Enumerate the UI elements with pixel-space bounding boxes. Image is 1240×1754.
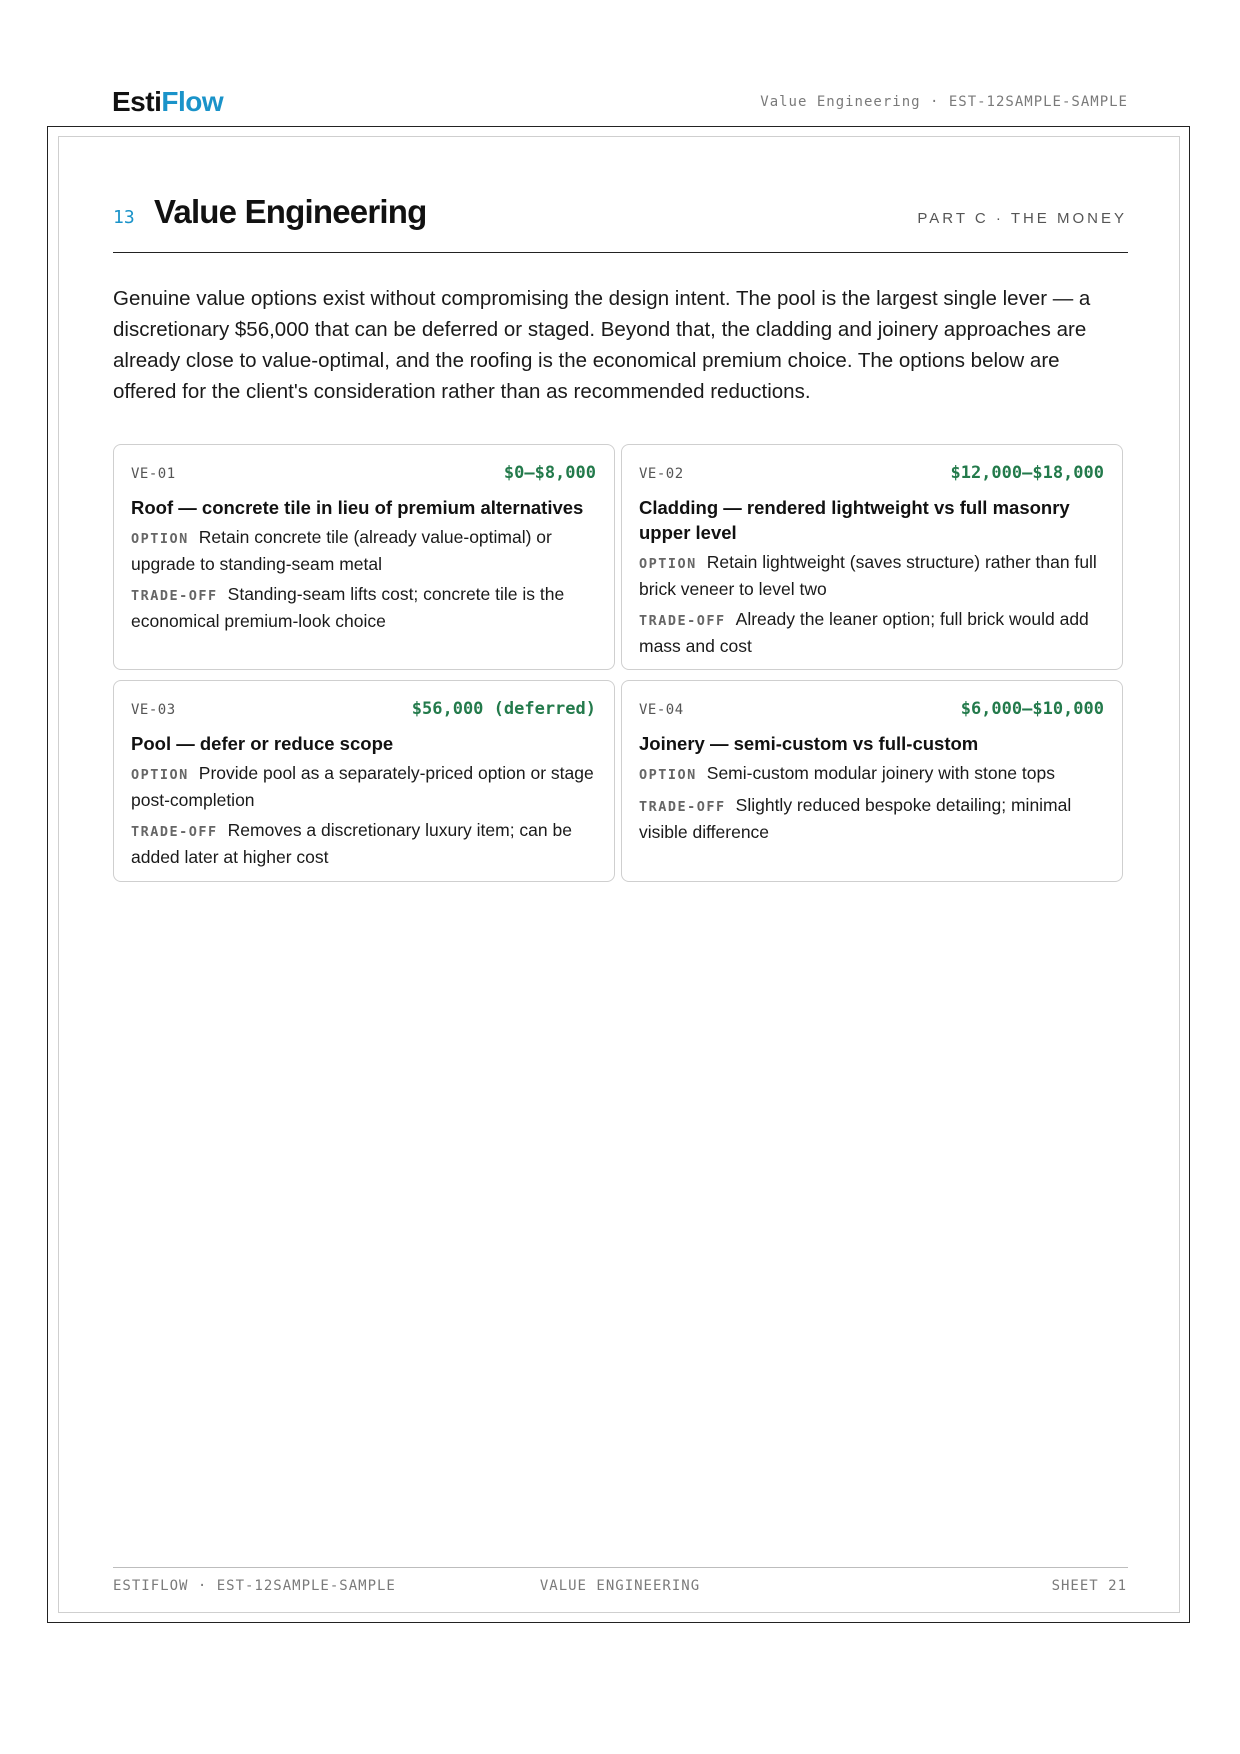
option-text: Semi-custom modular joinery with stone tops bbox=[706, 763, 1055, 783]
tradeoff-text: Slightly reduced bespoke detailing; minimal visible difference bbox=[639, 795, 1072, 842]
card-title: Pool — defer or reduce scope bbox=[131, 733, 394, 754]
card-value: $6,000–$10,000 bbox=[960, 699, 1104, 719]
tradeoff-tag: TRADE-OFF bbox=[131, 588, 218, 604]
ve-card-01 bbox=[113, 444, 615, 670]
tradeoff-text: Standing-seam lifts cost; concrete tile is the economical premium-look choice bbox=[131, 584, 565, 631]
tradeoff-text: Removes a discretionary luxury item; can be added later at higher cost bbox=[131, 820, 572, 867]
card-tradeoff bbox=[639, 793, 1104, 845]
card-option bbox=[639, 761, 1104, 788]
card-id: VE-02 bbox=[639, 466, 684, 482]
ve-card-03 bbox=[113, 680, 615, 882]
footer-center: VALUE ENGINEERING bbox=[539, 1578, 701, 1594]
header-meta: Value Engineering · EST-12SAMPLE-SAMPLE bbox=[760, 94, 1128, 110]
option-tag: OPTION bbox=[131, 531, 189, 547]
card-option bbox=[131, 761, 596, 813]
brand-logo-part1: Esti bbox=[112, 86, 162, 117]
option-tag: OPTION bbox=[639, 556, 697, 572]
option-tag: OPTION bbox=[131, 767, 189, 783]
ve-card-04 bbox=[621, 680, 1123, 882]
section-number: 13 bbox=[113, 207, 135, 228]
tradeoff-tag: TRADE-OFF bbox=[131, 824, 218, 840]
option-tag: OPTION bbox=[639, 767, 697, 783]
ve-card-02 bbox=[621, 444, 1123, 670]
footer-sheet-number: SHEET 21 bbox=[1051, 1578, 1127, 1594]
card-tradeoff bbox=[131, 582, 596, 634]
card-tradeoff bbox=[639, 607, 1104, 659]
card-value: $0–$8,000 bbox=[503, 463, 596, 483]
card-value: $12,000–$18,000 bbox=[950, 463, 1104, 483]
card-id: VE-04 bbox=[639, 702, 684, 718]
footer-divider bbox=[113, 1567, 1128, 1568]
card-title: Joinery — semi-custom vs full-custom bbox=[639, 733, 979, 754]
option-text: Provide pool as a separately-priced option or stage post-completion bbox=[131, 763, 594, 810]
card-option bbox=[639, 550, 1104, 602]
title-divider bbox=[113, 252, 1128, 253]
card-id: VE-03 bbox=[131, 702, 176, 718]
section-part-label: PART C · THE MONEY bbox=[917, 210, 1127, 227]
section-title: Value Engineering bbox=[154, 193, 427, 230]
card-option bbox=[131, 525, 596, 577]
tradeoff-tag: TRADE-OFF bbox=[639, 799, 726, 815]
tradeoff-text: Already the leaner option; full brick would add mass and cost bbox=[639, 609, 1089, 656]
option-text: Retain lightweight (saves structure) rather than full brick veneer to level two bbox=[639, 552, 1097, 599]
card-title: Cladding — rendered lightweight vs full masonry upper level bbox=[639, 497, 1070, 543]
brand-logo bbox=[112, 86, 223, 118]
tradeoff-tag: TRADE-OFF bbox=[639, 613, 726, 629]
card-id: VE-01 bbox=[131, 466, 176, 482]
card-tradeoff bbox=[131, 818, 596, 870]
card-title: Roof — concrete tile in lieu of premium alternatives bbox=[131, 497, 584, 518]
brand-logo-part2: Flow bbox=[161, 86, 224, 117]
option-text: Retain concrete tile (already value-optimal) or upgrade to standing-seam metal bbox=[131, 527, 552, 574]
intro-paragraph: Genuine value options exist without compromising the design intent. The pool is the largest single lever — a discretionary $56,000 that can be deferred or staged. Beyond that, the cladding and joinery approaches are already close to value-optimal, and the roofing is the economical premium choice. The options below are offered for the client's consideration rather than as recommended reductions. bbox=[113, 287, 1091, 403]
footer-left: ESTIFLOW · EST-12SAMPLE-SAMPLE bbox=[113, 1578, 396, 1594]
card-value: $56,000 (deferred) bbox=[411, 699, 596, 719]
